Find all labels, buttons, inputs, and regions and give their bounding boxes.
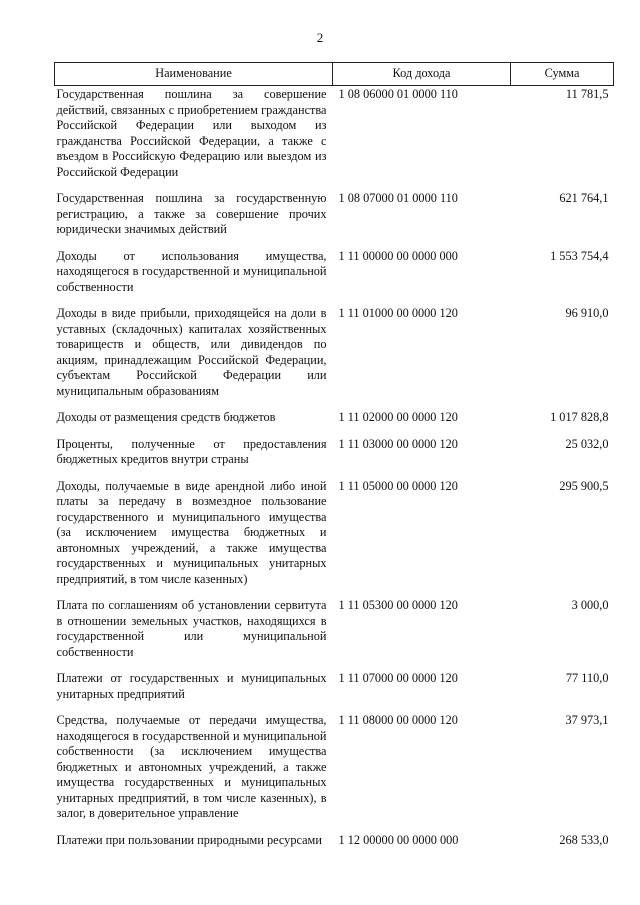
table-row	[55, 409, 614, 436]
row-code: 1 11 05000 00 0000 120	[338, 478, 458, 493]
header-sum: Сумма	[511, 63, 614, 86]
row-code: 1 11 01000 00 0000 120	[338, 306, 458, 320]
row-name: Государственная пошлина за государственную регистрацию, а также за совершение прочих юридически значимых действий	[56, 191, 327, 236]
row-name: Плата по соглашениям об установлении сервитута в отношении земельных участков, находящихся в государственной или муниципальной собственности	[56, 598, 327, 659]
row-code: 1 12 00000 00 0000 000	[338, 832, 459, 847]
row-sum: 96 910,0	[565, 306, 609, 320]
row-code: 1 11 07000 00 0000 120	[338, 671, 458, 685]
row-sum: 268 533,0	[559, 832, 609, 847]
row-sum: 621 764,1	[559, 191, 609, 205]
row-sum: 25 032,0	[565, 436, 609, 451]
table-row	[55, 478, 614, 598]
row-code: 1 11 08000 00 0000 120	[338, 713, 458, 727]
table-row	[55, 597, 614, 670]
income-table	[54, 62, 614, 858]
row-name: Доходы от использования имущества, находящегося в государственной и муниципальной собственности	[56, 248, 327, 294]
row-sum: 3 000,0	[571, 598, 609, 612]
row-name: Средства, получаемые от передачи имущества, находящегося в государственной и муниципальной собственности (за исключением имущества бюджетных и автономных учреждений, а также имущества государственных и муниципальных унитарных предприятий, в том числе казенных), в залог, в доверительное управление	[56, 713, 327, 820]
row-code: 1 11 03000 00 0000 120	[338, 436, 458, 451]
table-row	[55, 86, 614, 191]
row-code: 1 08 07000 01 0000 110	[338, 191, 458, 205]
table-row	[55, 436, 614, 478]
row-sum: 37 973,1	[565, 713, 609, 727]
row-sum: 295 900,5	[559, 478, 609, 493]
table-row	[55, 190, 614, 248]
row-code: 1 11 00000 00 0000 000	[338, 248, 458, 263]
header-name: Наименование	[55, 63, 333, 86]
row-name: Доходы от размещения средств бюджетов	[56, 410, 276, 424]
row-name: Государственная пошлина за совершение действий, связанных с приобретением гражданства Российской Федерации или выходом из гражданства Российской Федерации, а также с въездом в Российскую Федерацию или выездом из Российской Федерации	[56, 87, 327, 179]
header-code: Код дохода	[333, 63, 511, 86]
row-sum: 1 553 754,4	[550, 248, 609, 263]
table-row	[55, 248, 614, 306]
row-code: 1 11 02000 00 0000 120	[338, 410, 458, 424]
row-name: Платежи от государственных и муниципальных унитарных предприятий	[56, 671, 327, 701]
row-sum: 77 110,0	[565, 671, 609, 685]
row-name: Платежи при пользовании природными ресурсами	[56, 832, 322, 847]
row-sum: 11 781,5	[565, 87, 609, 101]
row-sum: 1 017 828,8	[550, 410, 609, 424]
row-code: 1 11 05300 00 0000 120	[338, 598, 458, 612]
table-row	[55, 712, 614, 832]
table-row	[55, 670, 614, 712]
page-number: 2	[316, 30, 324, 45]
row-name: Доходы в виде прибыли, приходящейся на доли в уставных (складочных) капиталах хозяйственных товариществ и обществ, или дивидендов по акциям, принадлежащим Российской Федерации, субъектам Российской Федерации или муниципальным образованиям	[56, 306, 327, 398]
row-name: Доходы, получаемые в виде арендной либо иной платы за передачу в возмездное пользование государственного и муниципального имущества (за исключением имущества бюджетных и автономных учреждений, а также имущества государственных и муниципальных унитарных предприятий, в том числе казенных)	[56, 478, 327, 586]
table-row	[55, 305, 614, 409]
row-code: 1 08 06000 01 0000 110	[338, 87, 458, 101]
table-header-row	[55, 63, 614, 86]
row-name: Проценты, полученные от предоставления бюджетных кредитов внутри страны	[56, 436, 327, 466]
table-row	[55, 832, 614, 859]
